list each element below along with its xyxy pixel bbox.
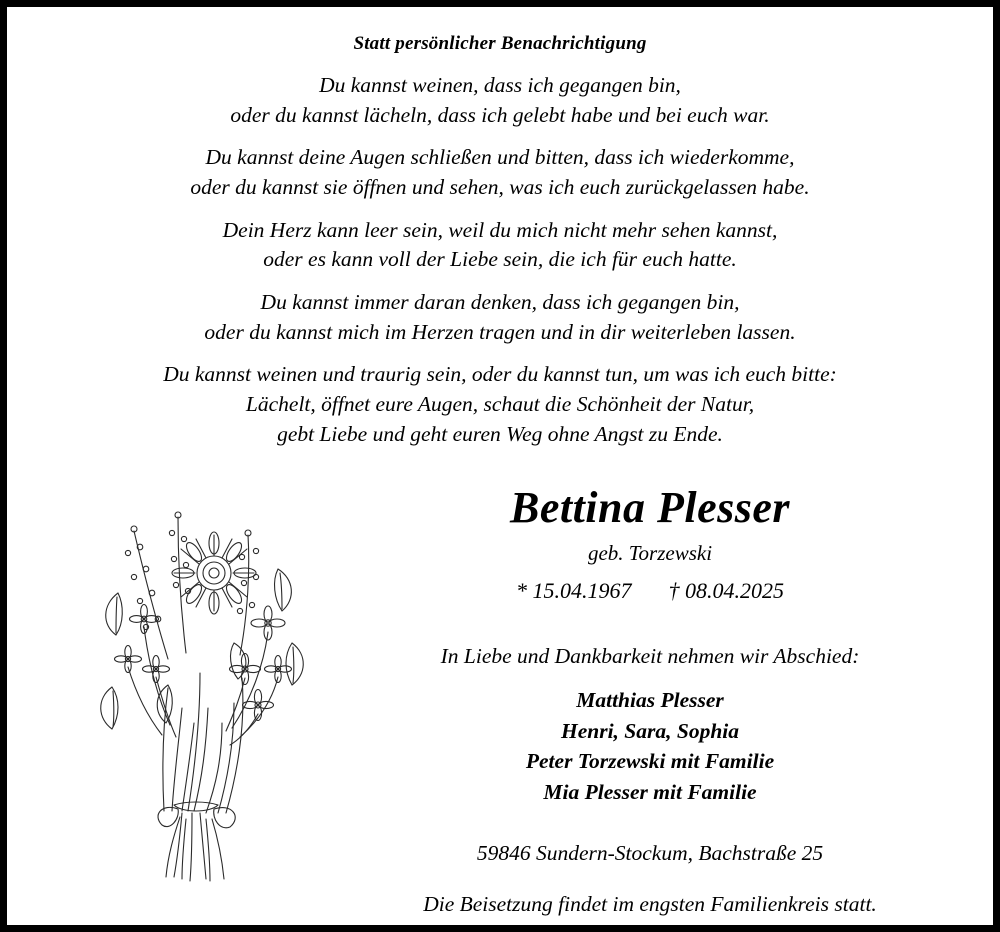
poem-line: Dein Herz kann leer sein, weil du mich nicht mehr sehen kannst, (222, 217, 778, 242)
deceased-name: Bettina Plesser (509, 483, 791, 533)
poem-stanza (37, 216, 963, 275)
poem-stanza (37, 143, 963, 202)
deceased-details (337, 475, 963, 917)
poem (37, 71, 963, 449)
poem-line: Du kannst weinen, dass ich gegangen bin, (319, 73, 681, 97)
address: 59846 Sundern-Stockum, Bachstraße 25 (476, 841, 824, 866)
poem-line: oder du kannst mich im Herzen tragen und in dir weiterleben lassen. (204, 319, 796, 344)
list-item: Henri, Sara, Sophia (560, 718, 740, 743)
poem-stanza (37, 360, 963, 449)
poem-stanza (37, 288, 963, 347)
mourners-list (337, 685, 963, 807)
poem-line: oder es kann voll der Liebe sein, die ich für euch hatte. (263, 247, 737, 272)
list-item: Matthias Plesser (576, 688, 724, 713)
obituary-content (7, 7, 993, 925)
funeral-note: Die Beisetzung findet im engsten Familienkreis statt. (423, 892, 877, 917)
death-date: † 08.04.2025 (668, 578, 784, 604)
poem-line: Du kannst deine Augen schließen und bitten, dass ich wiederkomme, (205, 145, 795, 170)
farewell-intro: In Liebe und Dankbarkeit nehmen wir Abschied: (440, 644, 860, 669)
list-item: Mia Plesser mit Familie (543, 779, 757, 804)
poem-line: Du kannst weinen und traurig sein, oder du kannst tun, um was ich euch bitte: (163, 362, 837, 387)
list-item: Peter Torzewski mit Familie (525, 749, 775, 774)
maiden-name: geb. Torzewski (587, 541, 713, 566)
lower-section (37, 475, 963, 917)
poem-line: gebt Liebe und geht euren Weg ohne Angst zu Ende. (277, 421, 723, 446)
life-dates (337, 578, 963, 604)
birth-date: * 15.04.1967 (516, 578, 632, 604)
poem-line: Lächelt, öffnet eure Augen, schaut die Schönheit der Natur, (245, 391, 755, 416)
flower-bouquet-icon (82, 473, 312, 893)
poem-stanza (37, 71, 963, 130)
poem-line: Du kannst immer daran denken, dass ich gegangen bin, (260, 289, 740, 314)
notice-headline: Statt persönlicher Benachrichtigung (353, 33, 647, 54)
poem-line: oder du kannst sie öffnen und sehen, was ich euch zurückgelassen habe. (190, 174, 810, 199)
poem-line: oder du kannst lächeln, dass ich gelebt habe und bei euch war. (230, 102, 770, 127)
